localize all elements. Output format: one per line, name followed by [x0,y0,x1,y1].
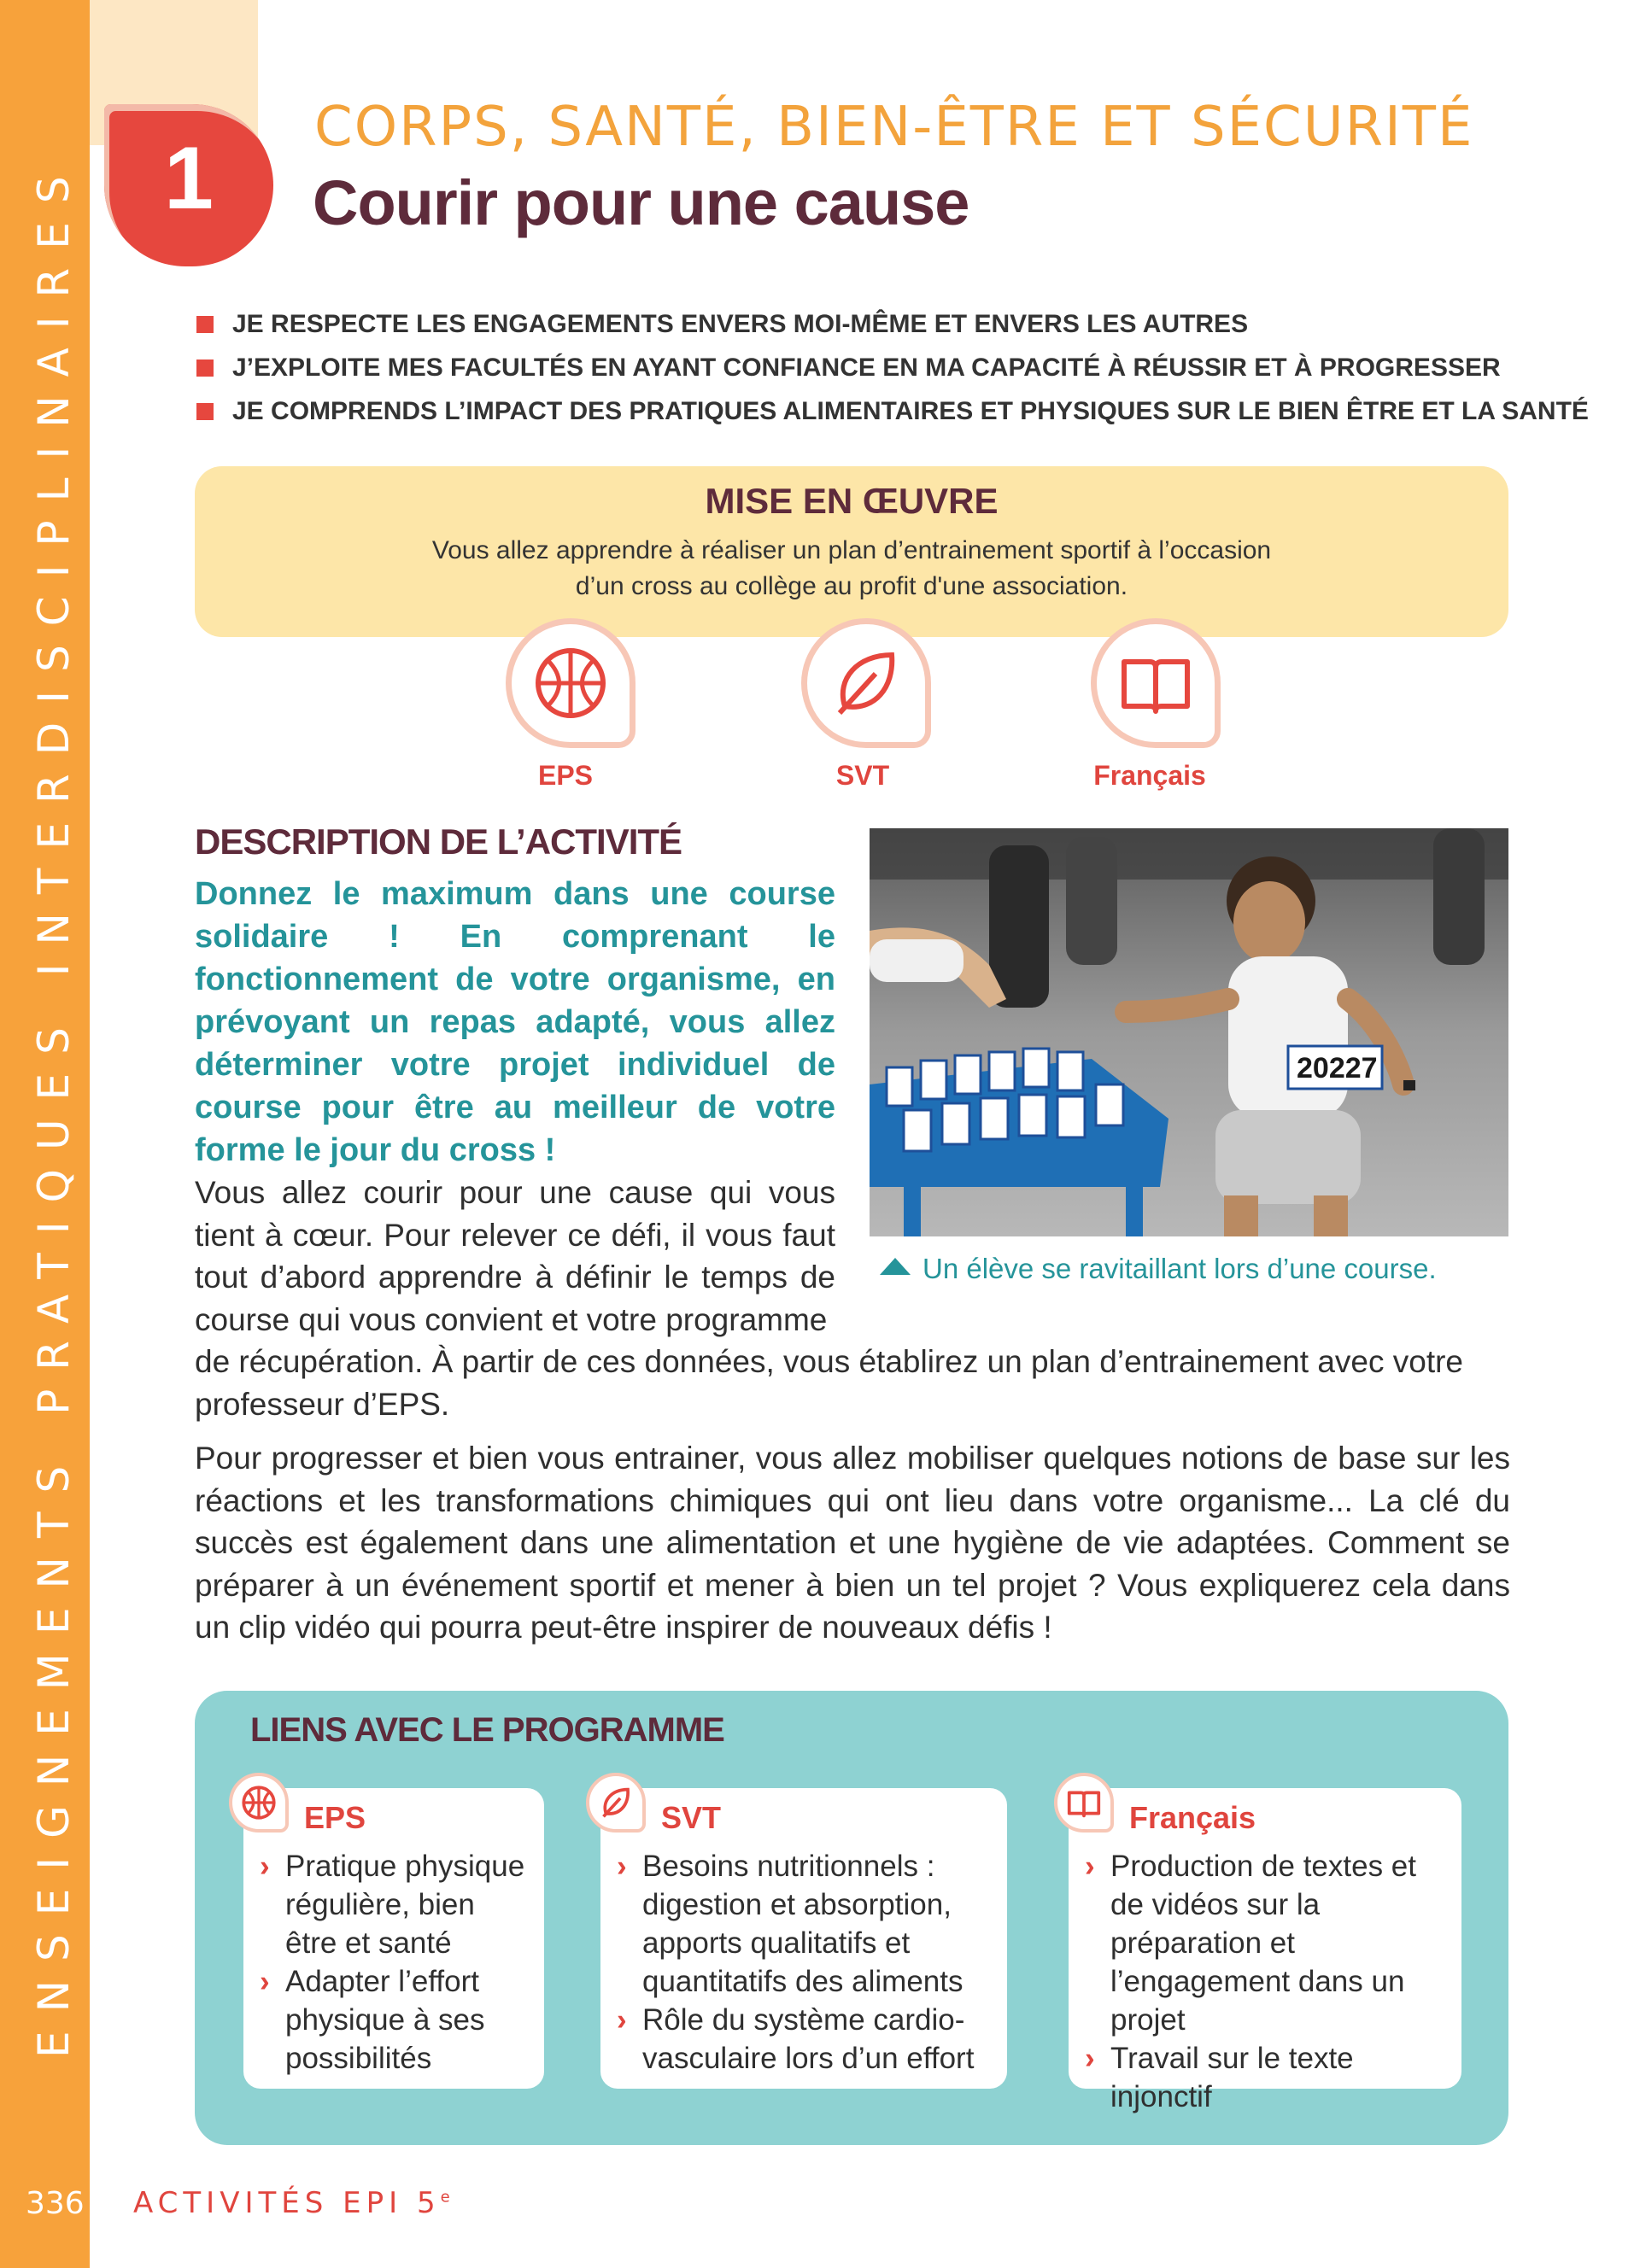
runner-photo [870,828,1508,1236]
objective-item: JE RESPECTE LES ENGAGEMENTS ENVERS MOI-MÊME ET ENVERS LES AUTRES [196,310,1248,339]
mise-en-oeuvre-text: Vous allez apprendre à réaliser un plan d’entrainement sportif à l’occasion d’un cross au collège au profit d'une association. [431,536,1272,600]
page-title: Courir pour une cause [313,167,969,238]
book-icon [1091,618,1221,748]
photo-caption: Un élève se ravitaillant lors d’une course. [880,1253,1437,1285]
card-title-francais: Français [1129,1800,1256,1835]
subject-label-francais: Français [1093,760,1206,791]
book-icon [1054,1773,1114,1833]
card-title-svt: SVT [661,1800,722,1835]
card-list-eps [260,1847,533,2078]
list-item: › Pratique physique régulière, bien être et santé [260,1850,525,1960]
card-list-svt [617,1847,998,2078]
card-title-eps: EPS [304,1800,366,1835]
card-list-francais [1085,1847,1454,2116]
bib-number: 20227 [1297,1052,1378,1084]
subject-label-svt: SVT [835,760,890,791]
list-item: › Besoins nutritionnels : digestion et absorption, apports qualitatifs et quantitatifs des aliments [617,1850,964,1998]
leaf-icon [586,1773,646,1833]
triangle-up-icon [880,1258,911,1275]
leaf-icon [801,618,931,748]
description-body-1: Vous allez courir pour une cause qui vous tient à cœur. Pour relever ce défi, il vous faut tout d’abord apprendre à définir le temps de course qui vous convient et votre programme de récupération. À partir de ces données, vous établirez un plan d’entrainement avec votre professeur d’EPS. [195,1175,1464,1422]
chapter-number: 1 [164,129,214,228]
mise-en-oeuvre-title: MISE EN ŒUVRE [705,481,999,521]
bullet-square-icon [196,403,214,420]
objective-item: JE COMPRENDS L’IMPACT DES PRATIQUES ALIMENTAIRES ET PHYSIQUES SUR LE BIEN ÊTRE ET LA SANTÉ [196,397,1589,426]
basketball-icon [506,618,636,748]
objective-item: J’EXPLOITE MES FACULTÉS EN AYANT CONFIANCE EN MA CAPACITÉ À RÉUSSIR ET À PROGRESSER [196,354,1501,383]
liens-title: LIENS AVEC LE PROGRAMME [250,1711,724,1749]
description-title: DESCRIPTION DE L’ACTIVITÉ [195,821,682,862]
bullet-square-icon [196,316,214,333]
subject-label-eps: EPS [537,760,594,791]
list-item: › Adapter l’effort physique à ses possibilités [260,1965,485,2075]
list-item: › Travail sur le texte injonctif [1085,2042,1354,2113]
basketball-icon [229,1773,289,1833]
footer-book-title: ACTIVITÉS EPI 5e [133,2186,450,2220]
page-number: 336 [26,2186,85,2221]
description-lead: Donnez le maximum dans une course solidaire ! En comprenant le fonctionnement de votre organisme, en prévoyant un repas adapté, vous allez déterminer votre projet individuel de course pour être au meilleur de votre forme le jour du cross ! [195,876,835,1168]
side-vertical-label: ENSEIGNEMENTS PRATIQUES INTERDISCIPLINAIRES [29,157,79,2058]
list-item: › Rôle du système cardio-vasculaire lors d’un effort [617,2003,975,2075]
list-item: › Production de textes et de vidéos sur la préparation et l’engagement dans un projet [1085,1850,1416,2037]
section-heading: CORPS, SANTÉ, BIEN-ÊTRE ET SÉCURITÉ [314,96,1474,159]
bullet-square-icon [196,359,214,377]
description-body-2: Pour progresser et bien vous entrainer, vous allez mobiliser quelques notions de base sur les réactions et les transformations chimiques qui ont lieu dans votre organisme... La clé du succès est également dans une alimentation et une hygiène de vie adaptées. Comment se préparer à un événement sportif et mener à bien un tel projet ? Vous expliquerez cela dans un clip vidéo qui pourra peut-être inspirer de nouveaux défis ! [195,1441,1510,1645]
